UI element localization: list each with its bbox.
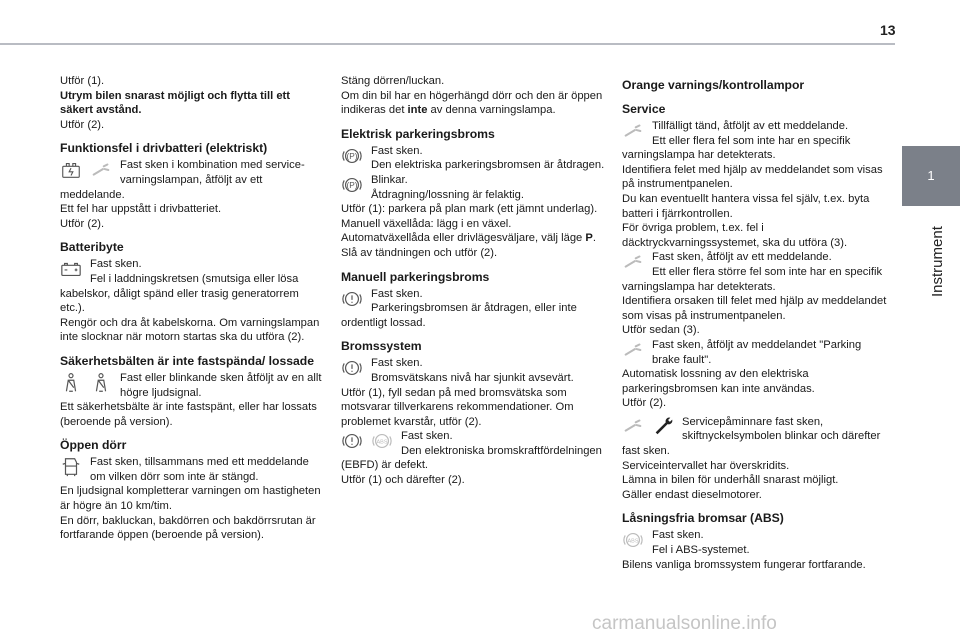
text: Fast sken. xyxy=(652,529,704,542)
drive-battery-icon xyxy=(60,159,82,181)
text: Blinkar. xyxy=(371,173,408,186)
text: Utför (1), fyll sedan på med bromsvätska som motsvarar tillverkarens rekommendationer. Om problemet kvarstår, utför (2). xyxy=(341,386,574,428)
text: En ljudsignal kompletterar varningen om hastigheten är högre än 10 km/tim. xyxy=(60,485,321,513)
icon-group xyxy=(60,258,82,280)
open-door-icon xyxy=(60,456,82,478)
icon-group xyxy=(60,372,112,394)
service-wrench-icon xyxy=(652,415,674,437)
text: Utför (2). xyxy=(622,397,667,410)
text: Gäller endast dieselmotorer. xyxy=(622,488,762,501)
parking-brake-icon xyxy=(341,174,363,196)
text: Utför (1): parkera på plan mark (ett jämnt underlag). xyxy=(341,203,598,216)
column-1 xyxy=(60,74,325,543)
text: Fel i laddningskretsen (smutsiga eller lösa kabelskor, dåligt spänd eller trasig generatorrem etc.). xyxy=(60,272,299,315)
section-heading: Batteribyte xyxy=(60,240,124,255)
text: Fast sken. xyxy=(90,258,142,271)
text: Automatisk lossning av den elektriska parkeringsbromsen kan inte användas. xyxy=(622,368,815,395)
svg-text:(P): (P) xyxy=(346,151,358,161)
section-heading: Säkerhetsbälten är inte fastspända/ lossade xyxy=(60,353,315,368)
section-heading: Service xyxy=(622,102,666,116)
text: För övriga problem, t.ex. fel i däcktryckvarningssystemet, ska du utföra (3). xyxy=(622,222,848,249)
text: Åtdragning/lossning är felaktig. xyxy=(371,188,524,201)
abs-icon xyxy=(622,529,644,551)
text: Identifiera felet med hjälp av meddelandet som visas på instrumentpanelen. xyxy=(622,163,883,191)
icon-group xyxy=(341,430,393,452)
section-heading: Orange varnings/kontrollampor xyxy=(622,78,805,92)
section-heading: Öppen dörr xyxy=(60,438,127,453)
section-heading: Funktionsfel i drivbatteri (elektriskt) xyxy=(60,141,268,156)
wrench-icon xyxy=(622,415,644,437)
text: Identifiera orsaken till felet med hjälp av meddelandet som visas på instrumentpanelen. xyxy=(622,295,887,322)
text: Ett fel har uppstått i drivbatteriet. xyxy=(60,203,222,216)
svg-text:ABS: ABS xyxy=(627,538,639,545)
section-heading: Bromssystem xyxy=(341,339,422,354)
text: Fast sken. xyxy=(371,357,423,370)
section-heading: Elektrisk parkeringsbroms xyxy=(341,126,495,141)
text: Fel i ABS-systemet. xyxy=(652,544,750,557)
text: Utför sedan (3). xyxy=(622,324,700,337)
text: Serviceintervallet har överskridits. xyxy=(622,459,790,472)
text: Den elektroniska bromskraftfördelningen (EBFD) är defekt. xyxy=(341,444,602,472)
icon-group xyxy=(622,120,644,142)
text: Utrym bilen snarast möjligt och flytta till ett säkert avstånd. xyxy=(60,89,290,117)
text: Utför (2). xyxy=(60,118,105,131)
text: Ett säkerhetsbälte är inte fastspänt, eller har lossats (beroende på version). xyxy=(60,401,317,428)
text: Automatväxellåda eller drivlägesväljare, välj läge xyxy=(341,232,586,245)
parking-brake-icon xyxy=(341,145,363,167)
text: Fast sken, åtföljt av meddelandet "Parking brake fault". xyxy=(652,338,862,366)
page-number: 13 xyxy=(880,22,896,38)
svg-text:ABS: ABS xyxy=(376,439,388,446)
text: Servicepåminnare fast sken, skiftnyckelsymbolen blinkar och därefter fast sken. xyxy=(622,415,881,458)
wrench-icon xyxy=(622,251,644,273)
text: Manuell växellåda: lägg i en växel. xyxy=(341,217,512,230)
icon-group xyxy=(60,159,112,181)
text: Slå av tändningen och utför (2). xyxy=(341,246,498,259)
text: Bilens vanliga bromssystem fungerar fortfarande. xyxy=(622,558,866,571)
seatbelt-icon xyxy=(60,372,82,394)
icon-group xyxy=(622,529,644,551)
text: Fast sken, åtföljt av ett meddelande. xyxy=(652,251,832,264)
text: Tillfälligt tänd, åtföljt av ett meddelande. xyxy=(652,120,849,132)
text-emphasis: P xyxy=(585,232,593,245)
icon-group xyxy=(60,456,82,478)
text: av denna varningslampa. xyxy=(427,104,556,117)
chapter-label: Instrument xyxy=(929,226,946,298)
text: Utför (2). xyxy=(60,217,105,230)
text xyxy=(341,231,606,246)
text: Bromsvätskans nivå har sjunkit avsevärt. xyxy=(371,371,574,384)
text: Stäng dörren/luckan. xyxy=(341,75,445,87)
text: Fast sken i kombination med service-varningslampan, åtföljt av ett meddelande. xyxy=(60,159,305,201)
wrench-icon xyxy=(622,120,644,142)
icon-group xyxy=(341,288,363,310)
text: Den elektriska parkeringsbromsen är åtdragen. xyxy=(371,159,605,172)
icon-group xyxy=(622,415,674,437)
battery-icon xyxy=(60,258,82,280)
icon-group xyxy=(622,339,644,361)
text: Parkeringsbromsen är åtdragen, eller inte ordentligt lossad. xyxy=(341,302,577,329)
text: Utför (1) och därefter (2). xyxy=(341,474,465,487)
text: Fast sken. xyxy=(401,430,453,443)
text: Ett eller flera fel som inte har en specifik varningslampa har detekterats. xyxy=(622,134,851,162)
brake-warning-icon xyxy=(341,357,363,379)
seatbelt-icon xyxy=(90,372,112,394)
text: Fast eller blinkande sken åtföljt av en allt högre ljudsignal. xyxy=(120,371,322,399)
chapter-tab[interactable]: 1 xyxy=(902,146,960,206)
text: Rengör och dra åt kabelskorna. Om varningslampan inte slocknar när motorn startas ska du utföra (2). xyxy=(60,316,320,344)
text: Fast sken. xyxy=(371,287,423,300)
section-heading: Manuell parkeringsbroms xyxy=(341,269,490,284)
text: Utför (1). xyxy=(60,75,105,87)
text-emphasis: inte xyxy=(407,104,428,117)
column-2 xyxy=(341,74,606,488)
text: . xyxy=(592,232,596,245)
wrench-icon xyxy=(90,159,112,181)
abs-icon xyxy=(371,430,393,452)
brake-warning-icon xyxy=(341,288,363,310)
text xyxy=(341,89,606,118)
section-heading: Låsningsfria bromsar (ABS) xyxy=(622,511,784,526)
text: Du kan eventuellt hantera vissa fel själv, t.ex. byta batteri i fjärrkontrollen. xyxy=(622,192,870,220)
watermark: carmanualsonline.info xyxy=(592,613,777,634)
text: Fast sken, tillsammans med ett meddelande om vilken dörr som inte är stängd. xyxy=(90,456,309,483)
header-rule xyxy=(0,43,895,45)
text: Ett eller flera större fel som inte har en specifik varningslampa har detekterats. xyxy=(622,265,883,293)
text: Fast sken. xyxy=(371,144,423,157)
text: Om din bil har en högerhängd dörr och den är öppen indikeras det xyxy=(341,89,603,117)
wrench-icon xyxy=(622,339,644,361)
icon-group xyxy=(341,357,363,379)
brake-warning-icon xyxy=(341,430,363,452)
text: En dörr, bakluckan, bakdörren och bakdörrsrutan är fortfarande öppen (beroende på version). xyxy=(60,514,316,542)
icon-group xyxy=(341,145,363,167)
column-3 xyxy=(622,74,887,572)
icon-group xyxy=(622,251,644,273)
icon-group xyxy=(341,174,363,196)
text: Lämna in bilen för underhåll snarast möjligt. xyxy=(622,474,839,487)
svg-text:(P): (P) xyxy=(346,181,358,191)
